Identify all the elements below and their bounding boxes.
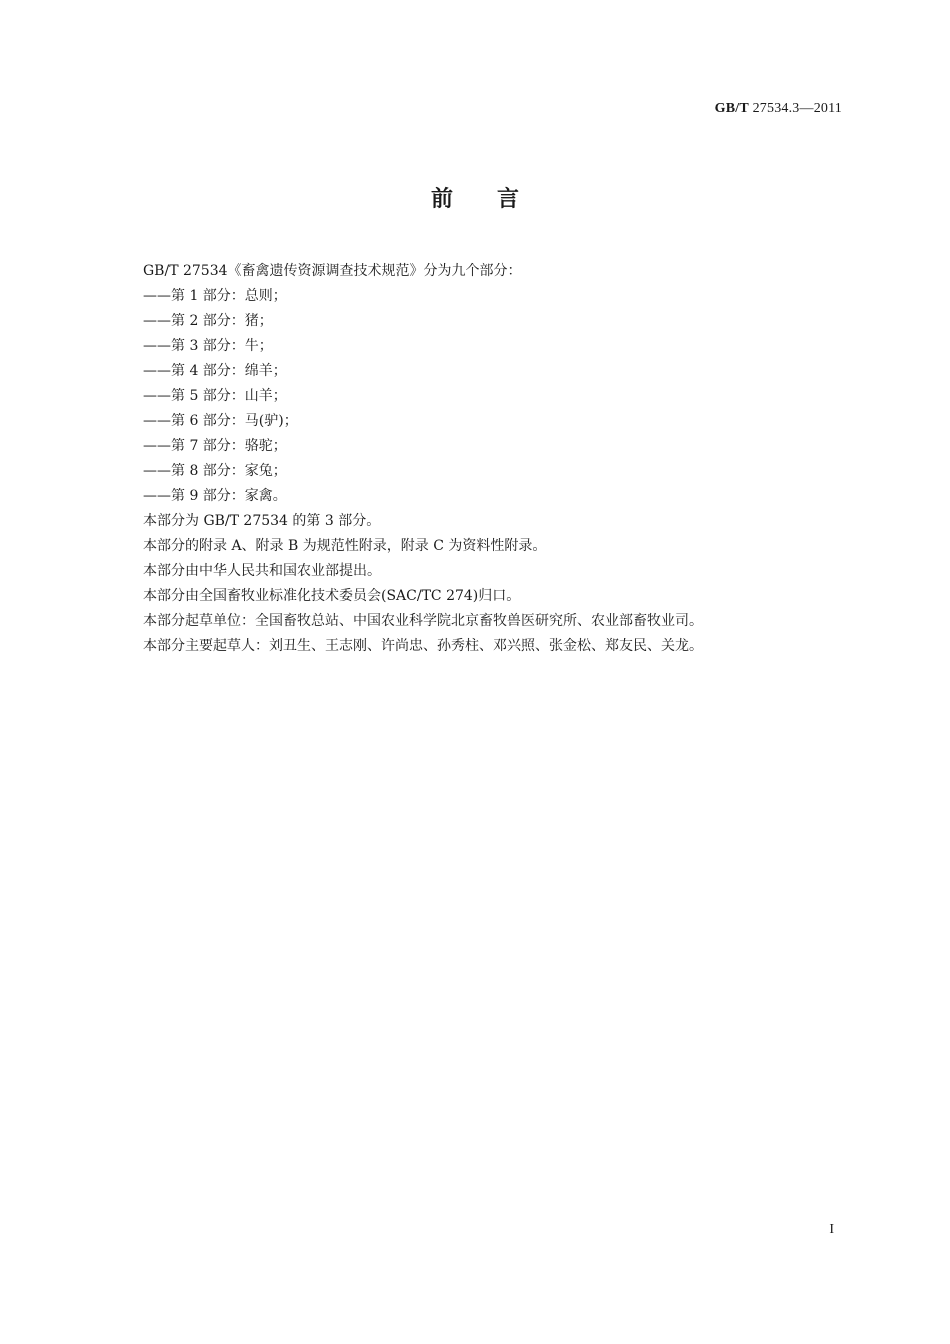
statement-line: 本部分的附录 A、附录 B 为规范性附录，附录 C 为资料性附录。: [143, 538, 547, 554]
standard-number: 27534.3—2011: [752, 101, 842, 116]
part-item: ——第 7 部分：骆驼；: [143, 438, 287, 454]
part-item: ——第 8 部分：家兔；: [143, 463, 287, 479]
part-item: ——第 3 部分：牛；: [143, 338, 273, 354]
part-item: ——第 9 部分：家禽。: [143, 488, 287, 504]
statement-line: 本部分为 GB/T 27534 的第 3 部分。: [143, 513, 381, 529]
statement-line: 本部分由全国畜牧业标准化技术委员会(SAC/TC 274)归口。: [143, 588, 521, 604]
part-item: ——第 5 部分：山羊；: [143, 388, 287, 404]
statement-line: 本部分起草单位：全国畜牧总站、中国农业科学院北京畜牧兽医研究所、农业部畜牧业司。: [143, 613, 703, 629]
part-item: ——第 1 部分：总则；: [143, 288, 287, 304]
part-item: ——第 6 部分：马(驴)；: [143, 413, 298, 429]
page-header: [715, 101, 842, 117]
statement-line: 本部分主要起草人：刘丑生、王志刚、许尚忠、孙秀柱、邓兴照、张金松、郑友民、关龙。: [143, 638, 703, 654]
page-number: I: [829, 1222, 834, 1237]
standard-code: GB/T: [714, 101, 749, 116]
page-title: 前言: [430, 187, 563, 212]
part-item: ——第 4 部分：绵羊；: [143, 363, 287, 379]
statement-line: 本部分由中华人民共和国农业部提出。: [143, 563, 381, 579]
foreword-body: [143, 259, 843, 659]
part-item: ——第 2 部分：猪；: [143, 313, 273, 329]
intro-line: GB/T 27534《畜禽遗传资源调查技术规范》分为九个部分：: [143, 263, 522, 279]
